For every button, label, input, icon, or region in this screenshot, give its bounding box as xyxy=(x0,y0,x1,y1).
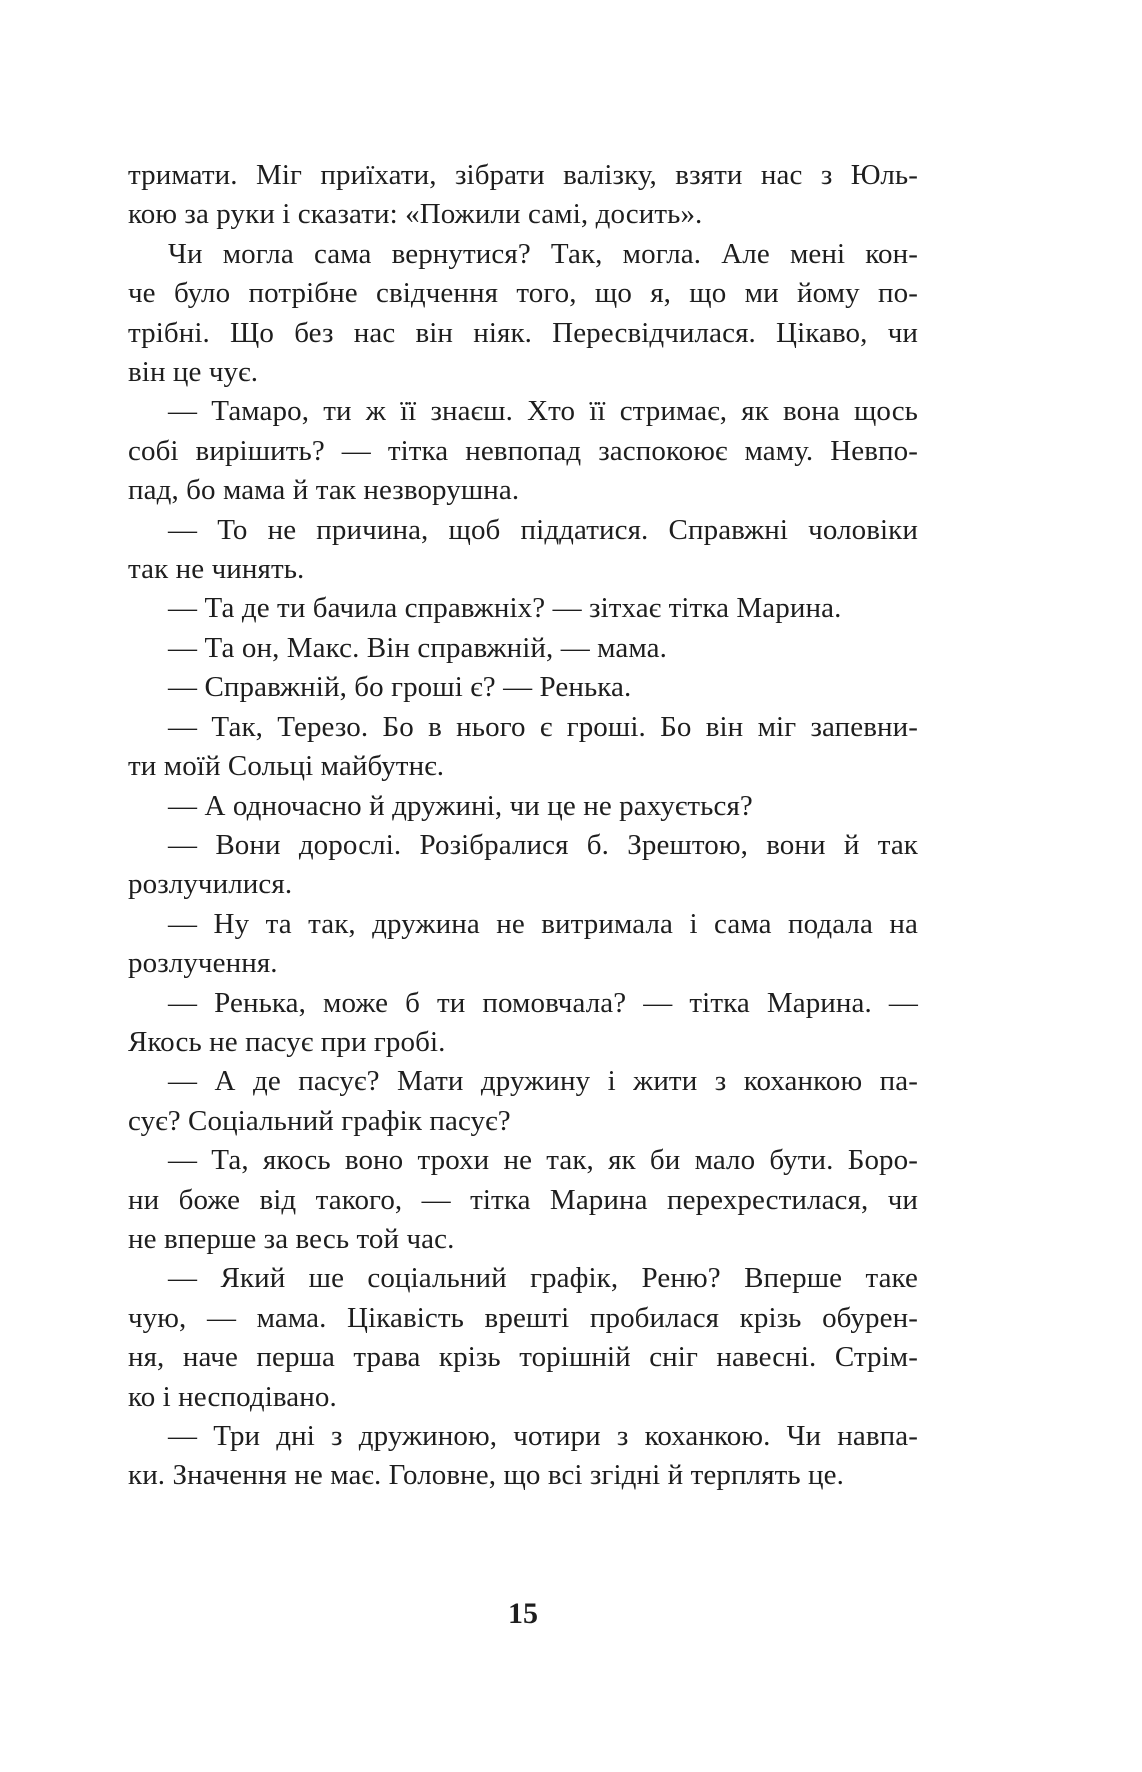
text-line: — Тамаро, ти ж її знаєш. Хто її стримає, як вона щось xyxy=(168,395,918,428)
text-line: Чи могла сама вернутися? Так, могла. Але мені кон- xyxy=(168,237,918,270)
text-line: — Та де ти бачила справжніх? — зітхає тітка Марина. xyxy=(168,592,842,625)
page-number: 15 xyxy=(508,1597,538,1630)
text-line: він це чує. xyxy=(128,356,259,389)
text-line: — То не причина, щоб піддатися. Справжні чоловіки xyxy=(168,513,918,546)
text-line: ня, наче перша трава крізь торішній сніг навесні. Стрім- xyxy=(128,1341,918,1374)
text-line: — А одночасно й дружині, чи це не рахується? xyxy=(168,789,753,822)
text-line: — Ну та так, дружина не витримала і сама подала на xyxy=(168,907,918,940)
text-line: ти моїй Сольці майбутнє. xyxy=(128,750,445,783)
text-block xyxy=(128,156,918,1496)
text-line: чую, — мама. Цікавість врешті пробилася крізь обурен- xyxy=(128,1301,918,1334)
text-line: ки. Значення не має. Головне, що всі згідні й терплять це. xyxy=(128,1459,844,1492)
text-line: трібні. Що без нас він ніяк. Пересвідчилася. Цікаво, чи xyxy=(128,316,918,349)
text-line: — Так, Терезо. Бо в нього є гроші. Бо він міг запевни- xyxy=(168,710,918,743)
text-line: собі вирішить? — тітка невпопад заспокоює маму. Невпо- xyxy=(128,434,918,467)
text-line: ни боже від такого, — тітка Марина перехрестилася, чи xyxy=(128,1183,918,1216)
text-line: не вперше за весь той час. xyxy=(128,1222,455,1255)
text-line: — Ренька, може б ти помовчала? — тітка Марина. — xyxy=(168,986,918,1019)
text-line: пад, бо мама й так незворушна. xyxy=(128,474,520,507)
text-line: ко і несподівано. xyxy=(128,1380,337,1413)
text-line: — Три дні з дружиною, чотири з коханкою. Чи навпа- xyxy=(168,1420,918,1452)
text-line: — Вони дорослі. Розібралися б. Зрештою, вони й так xyxy=(168,828,918,861)
text-line: — Та, якось воно трохи не так, як би мало бути. Боро- xyxy=(168,1144,918,1177)
text-line: розлучилися. xyxy=(128,868,293,901)
text-line: — Справжній, бо гроші є? — Ренька. xyxy=(168,671,632,704)
text-line: розлучення. xyxy=(128,947,278,980)
text-line: тримати. Міг приїхати, зібрати валізку, взяти нас з Юль- xyxy=(128,159,918,191)
text-line: сує? Соціальний графік пасує? xyxy=(128,1104,511,1137)
text-line: че було потрібне свідчення того, що я, що ми йому по- xyxy=(128,277,918,310)
text-line: так не чинять. xyxy=(128,553,305,586)
text-line: кою за руки і сказати: «Пожили самі, досить». xyxy=(128,198,703,231)
text-line: — Та он, Макс. Він справжній, — мама. xyxy=(168,631,667,664)
text-line: — Який ше соціальний графік, Реню? Вперше таке xyxy=(168,1262,918,1295)
text-line: — А де пасує? Мати дружину і жити з коханкою па- xyxy=(168,1065,918,1098)
text-line: Якось не пасує при гробі. xyxy=(128,1025,446,1058)
